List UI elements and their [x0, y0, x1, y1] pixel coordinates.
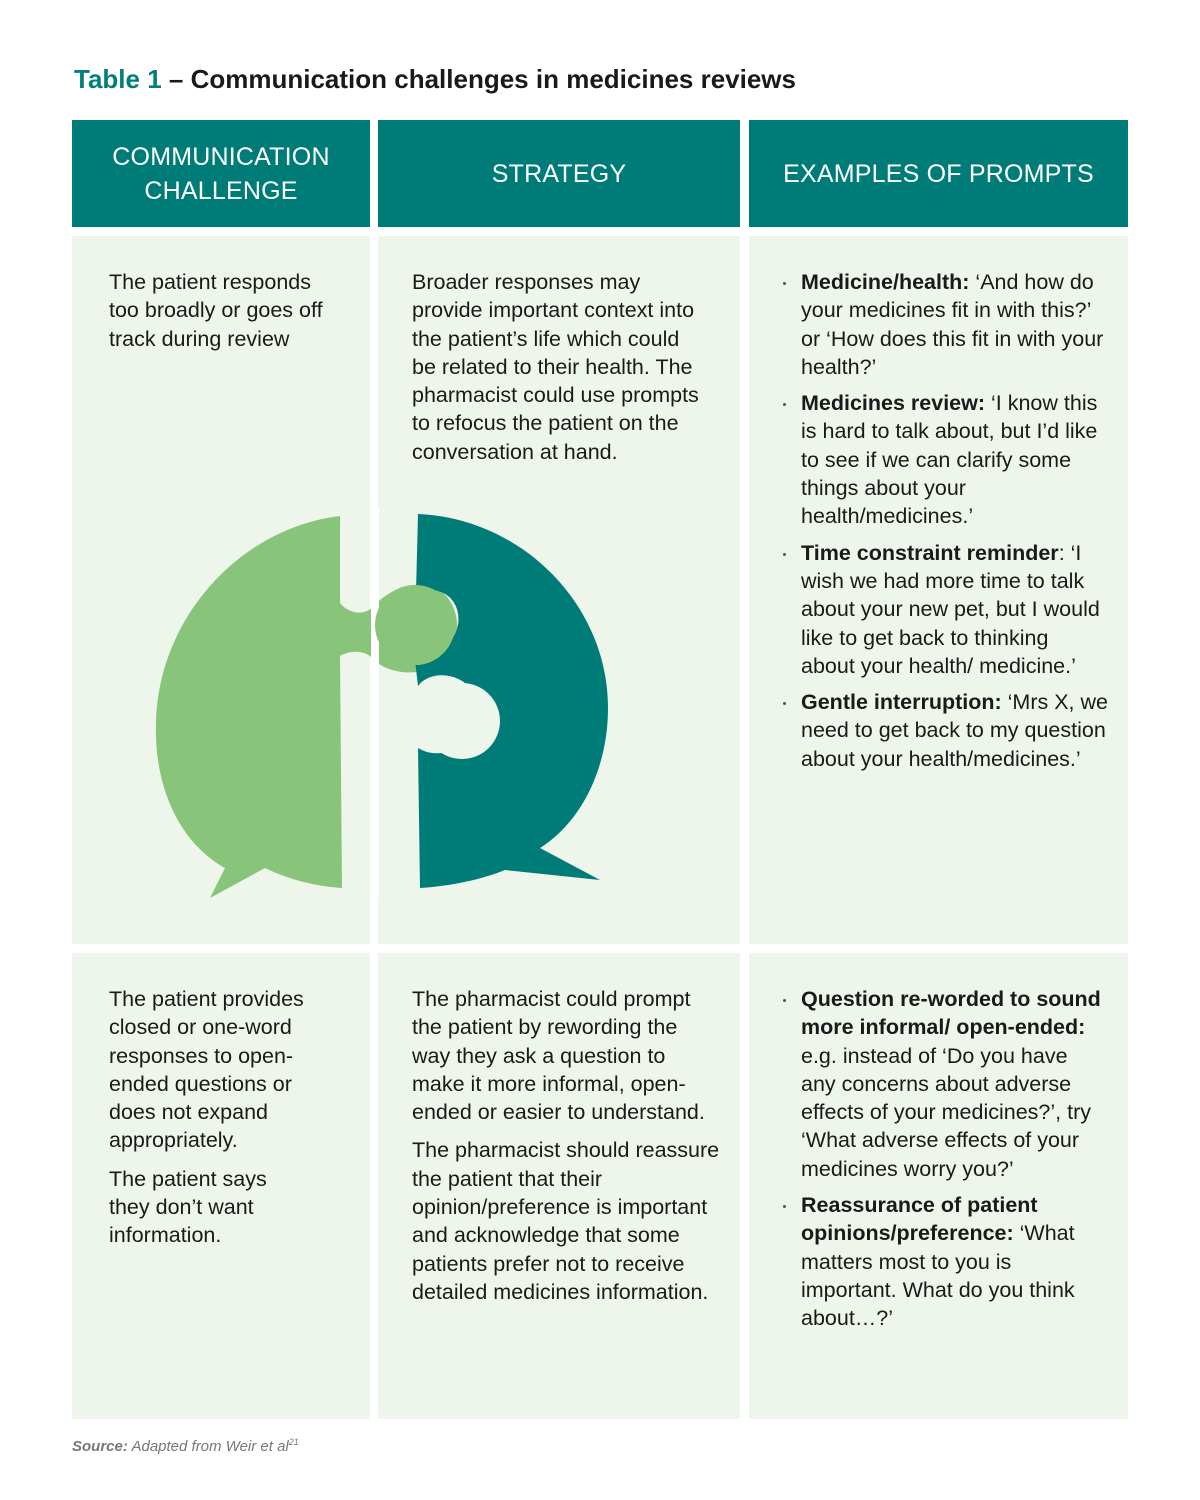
prompt-heading: Gentle interruption:: [801, 690, 1002, 715]
row2-strategy-cell: [378, 953, 740, 1419]
row2-strategy-text-1: The pharmacist could prompt the patient by rewording the way they ask a question to make it more informal, open-ended or easier to understand.: [412, 987, 705, 1125]
list-item: [783, 268, 1108, 381]
table-title: [74, 64, 796, 95]
green-bubble-piece: [156, 516, 457, 898]
puzzle-speech-bubbles-icon: [150, 508, 620, 898]
row1-challenge-text: The patient responds too broadly or goes off track during review: [109, 270, 323, 351]
table-caption: – Communication challenges in medicines reviews: [161, 64, 796, 94]
source-note: [72, 1437, 299, 1455]
table-number: Table 1: [74, 64, 162, 94]
row2-prompts-list: [783, 985, 1108, 1333]
row2-challenge-cell: [72, 953, 370, 1419]
source-label: Source:: [72, 1438, 128, 1455]
prompt-text: ‘I know this is hard to talk about, but I’d like to see if we can clarify some things about your health/medicines.’: [801, 391, 1098, 529]
prompt-heading: Medicine/health:: [801, 270, 970, 294]
header-strategy: STRATEGY: [378, 120, 740, 227]
row1-prompts-list: [783, 268, 1108, 773]
row2-challenge-text-2: The patient says they don’t want information.: [109, 1166, 267, 1248]
header-communication-challenge: [72, 120, 370, 227]
prompt-text: : ‘I wish we had more time to talk about your new pet, but I would like to get back to thinking about your health/ medicine.’: [801, 540, 1100, 678]
source-ref: 21: [288, 1437, 299, 1447]
list-item: [783, 688, 1108, 773]
row1-prompts-cell: [749, 236, 1128, 944]
header-challenge-line1: COMMUNICATION: [112, 142, 330, 171]
column-gap: [371, 508, 379, 898]
prompt-heading: Question re-worded to sound more informal/ open-ended:: [801, 987, 1101, 1040]
prompt-text: ‘And how do your medicines fit in with this?’ or ‘How does this fit in with your health?’: [801, 270, 1104, 379]
list-item: [783, 1191, 1108, 1332]
list-item: [783, 389, 1108, 530]
prompt-text: ‘What matters most to you is important. What do you think about…?’: [801, 1221, 1075, 1331]
prompt-heading: Time constraint reminder: [801, 540, 1059, 565]
row2-prompts-cell: [749, 953, 1128, 1419]
prompt-heading: Medicines review:: [801, 391, 986, 416]
green-knob-front: [375, 585, 455, 665]
prompt-heading: Reassurance of patient opinions/preference:: [801, 1193, 1038, 1246]
source-text: Adapted from Weir et al: [127, 1438, 289, 1455]
prompt-text: ‘Mrs X, we need to get back to my question about your health/medicines.’: [801, 690, 1108, 771]
row2-strategy-text-2: The pharmacist should reassure the patient that their opinion/preference is important and acknowledge that some patients prefer not to receive detailed medicines information.: [412, 1138, 720, 1304]
list-item: [783, 539, 1108, 680]
prompt-text: e.g. instead of ‘Do you have any concerns about adverse effects of your medicines?’, try ‘What adverse effects of your medicines worry you?’: [801, 1043, 1091, 1181]
row1-strategy-text: Broader responses may provide important context into the patient’s life which could be related to their health. The pharmacist could use prompts to refocus the patient on the conversation at hand.: [412, 270, 699, 464]
row2-challenge-text-1: The patient provides closed or one-word responses to open-ended questions or does not expand appropriately.: [109, 987, 304, 1153]
teal-notch: [424, 683, 500, 759]
header-examples-of-prompts: EXAMPLES OF PROMPTS: [749, 120, 1128, 227]
header-challenge-line2: CHALLENGE: [144, 176, 298, 205]
list-item: [783, 985, 1108, 1183]
